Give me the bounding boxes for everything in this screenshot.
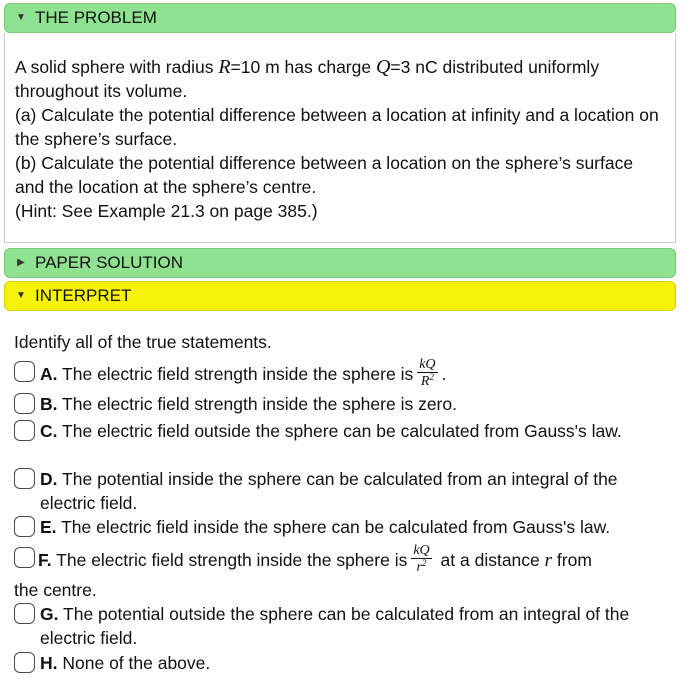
checkbox[interactable] xyxy=(14,603,35,624)
charge-symbol: Q xyxy=(375,56,391,78)
interpret-panel xyxy=(0,300,682,700)
section-title: PAPER SOLUTION xyxy=(35,253,183,272)
option-b[interactable] xyxy=(14,392,664,416)
option-d[interactable] xyxy=(14,467,664,515)
section-title: INTERPRET xyxy=(35,286,132,305)
problem-text xyxy=(5,33,675,223)
option-text: The potential inside the sphere can be calculated from an integral of the electric field. xyxy=(40,469,618,513)
checkbox[interactable] xyxy=(14,516,35,537)
option-e[interactable] xyxy=(14,515,664,539)
section-title: THE PROBLEM xyxy=(35,8,157,27)
option-f[interactable] xyxy=(14,543,664,577)
option-letter: G. xyxy=(40,604,59,624)
option-f-continuation: the centre. xyxy=(14,580,97,600)
option-text: from xyxy=(556,550,592,571)
radius-symbol: R xyxy=(218,56,231,78)
option-letter: C. xyxy=(40,421,58,441)
problem-text-line: A solid sphere with radius xyxy=(15,57,219,77)
fraction-denominator: r xyxy=(416,560,422,575)
fraction-kq-over-r2 xyxy=(411,544,431,575)
option-letter: D. xyxy=(40,469,58,489)
fraction-denominator: R xyxy=(420,374,430,389)
option-c[interactable] xyxy=(14,419,664,443)
problem-panel xyxy=(4,33,676,243)
fraction-exponent: 2 xyxy=(421,558,427,568)
fraction-exponent: 2 xyxy=(429,372,434,382)
option-letter: H. xyxy=(40,653,58,673)
checkbox[interactable] xyxy=(14,547,35,568)
option-letter: F. xyxy=(38,550,52,571)
fraction-numerator: kQ xyxy=(413,543,430,558)
problem-text-line: =3 nC distributed uniformly throughout its volume. xyxy=(15,57,600,101)
checkbox[interactable] xyxy=(14,393,35,414)
question-prompt: Identify all of the true statements. xyxy=(14,332,272,352)
option-h[interactable] xyxy=(14,651,664,675)
triangle-down-icon: ▼ xyxy=(16,12,26,23)
problem-text-line: =10 m has charge xyxy=(230,57,376,77)
option-letter: B. xyxy=(40,394,58,414)
option-text: The electric field outside the sphere can be calculated from Gauss's law. xyxy=(62,421,622,441)
option-text: at a distance xyxy=(440,550,540,571)
option-text: The electric field inside the sphere can be calculated from Gauss's law. xyxy=(61,517,611,537)
problem-part-b: (b) Calculate the potential difference between a location on the sphere’s surface and the location at the sphere’s centre. xyxy=(15,153,634,197)
option-text: The potential outside the sphere can be calculated from an integral of the electric field. xyxy=(40,604,630,648)
option-text: . xyxy=(441,364,447,385)
checkbox[interactable] xyxy=(14,420,35,441)
option-text: The electric field strength inside the sphere is xyxy=(56,550,408,571)
option-letter: A. xyxy=(40,364,58,385)
checkbox[interactable] xyxy=(14,361,35,382)
option-g[interactable] xyxy=(14,602,664,650)
fraction-kq-over-r2 xyxy=(417,358,437,389)
fraction-numerator: kQ xyxy=(419,357,436,372)
option-text: None of the above. xyxy=(62,653,211,673)
option-letter: E. xyxy=(40,517,57,537)
checkbox[interactable] xyxy=(14,468,35,489)
triangle-right-icon: ▶ xyxy=(17,257,25,268)
option-text: The electric field strength inside the sphere is xyxy=(62,364,414,385)
distance-symbol: r xyxy=(544,550,553,572)
checkbox[interactable] xyxy=(14,652,35,673)
option-a[interactable] xyxy=(14,357,664,391)
option-text: The electric field strength inside the sphere is zero. xyxy=(62,394,457,414)
problem-hint: (Hint: See Example 21.3 on page 385.) xyxy=(15,201,318,221)
section-header-paper-solution[interactable] xyxy=(4,248,676,278)
problem-part-a: (a) Calculate the potential difference between a location at infinity and a location on the sphere’s surface. xyxy=(15,105,659,149)
section-header-problem[interactable] xyxy=(4,3,676,33)
triangle-down-icon: ▼ xyxy=(16,290,26,301)
